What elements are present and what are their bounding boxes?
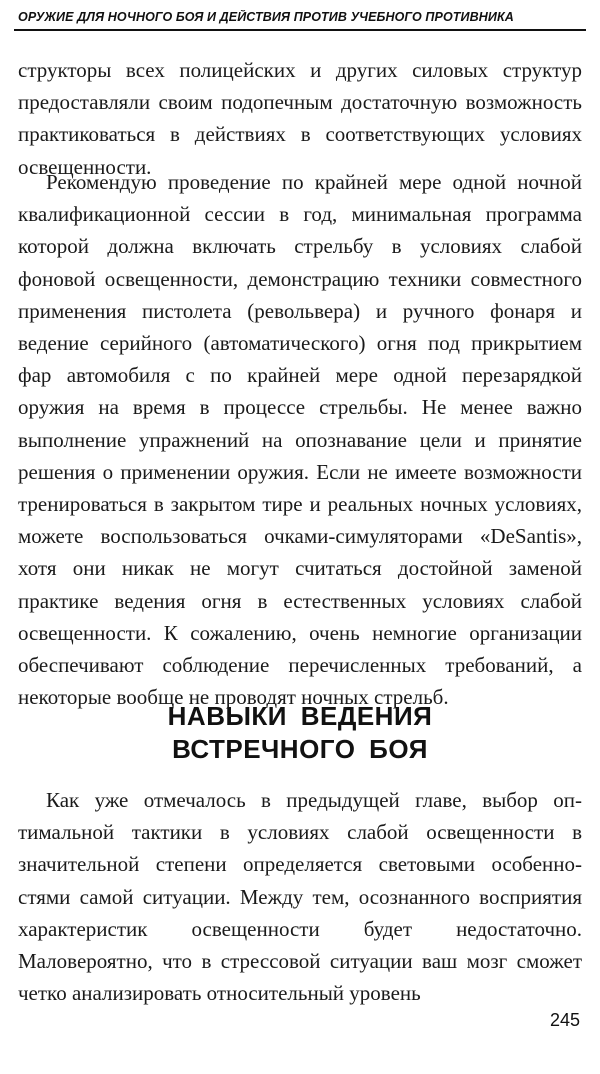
section-heading-line-1: НАВЫКИ ВЕДЕНИЯ [167,701,433,731]
header-rule [14,29,586,31]
paragraph-1: структоры всех полицейских и других силовых структур предоставляли своим подопечным достаточную возможность практиковаться в действиях в соответствующих условиях освещенности. [18,58,582,179]
running-header: ОРУЖИЕ ДЛЯ НОЧНОГО БОЯ И ДЕЙСТВИЯ ПРОТИВ УЧЕБНОГО ПРОТИВНИКА [18,10,514,24]
page-number: 245 [549,1010,580,1030]
section-heading-line-2: ВСТРЕЧНОГО БОЯ [172,734,428,764]
section-heading [18,700,582,766]
paragraph-3: Как уже отмечалось в предыдущей главе, выбор оптимальной тактики в условиях слабой освещенности в значительной степени определяется световыми особенностями самой ситуации. Между тем, осознанного восприятия характеристик освещенности будет недостаточно. Маловероятно, что в стрессовой ситуации ваш мозг сможет четко анализировать относительный уровень [18,788,582,1006]
paragraph-2: Рекомендую проведение по крайней мере одной ночной квалификационной сессии в год, минимальная программа которой должна включать стрельбу в условиях слабой фоновой освещенности, демонстрацию техники совместного применения пистолета (револьвера) и ручного фонаря и ведение серийного (автоматического) огня под прикрытием фар автомобиля с по крайней мере одной перезарядкой оружия на время в процессе стрельбы. Не менее важно выполнение упражнений на опознавание цели и принятие решения о применении оружия. Если не имеете возможности тренироваться в закрытом тире и реальных ночных условиях, можете воспользоваться очками-симуляторами «DeSantis», хотя они никак не могут считаться достойной заменой практике ведения огня в естественных условиях слабой освещенности. К сожалению, очень немногие организации обеспечивают соблюдение перечисленных требований, а некоторые вообще не проводят ночных стрельб. [18,170,582,710]
